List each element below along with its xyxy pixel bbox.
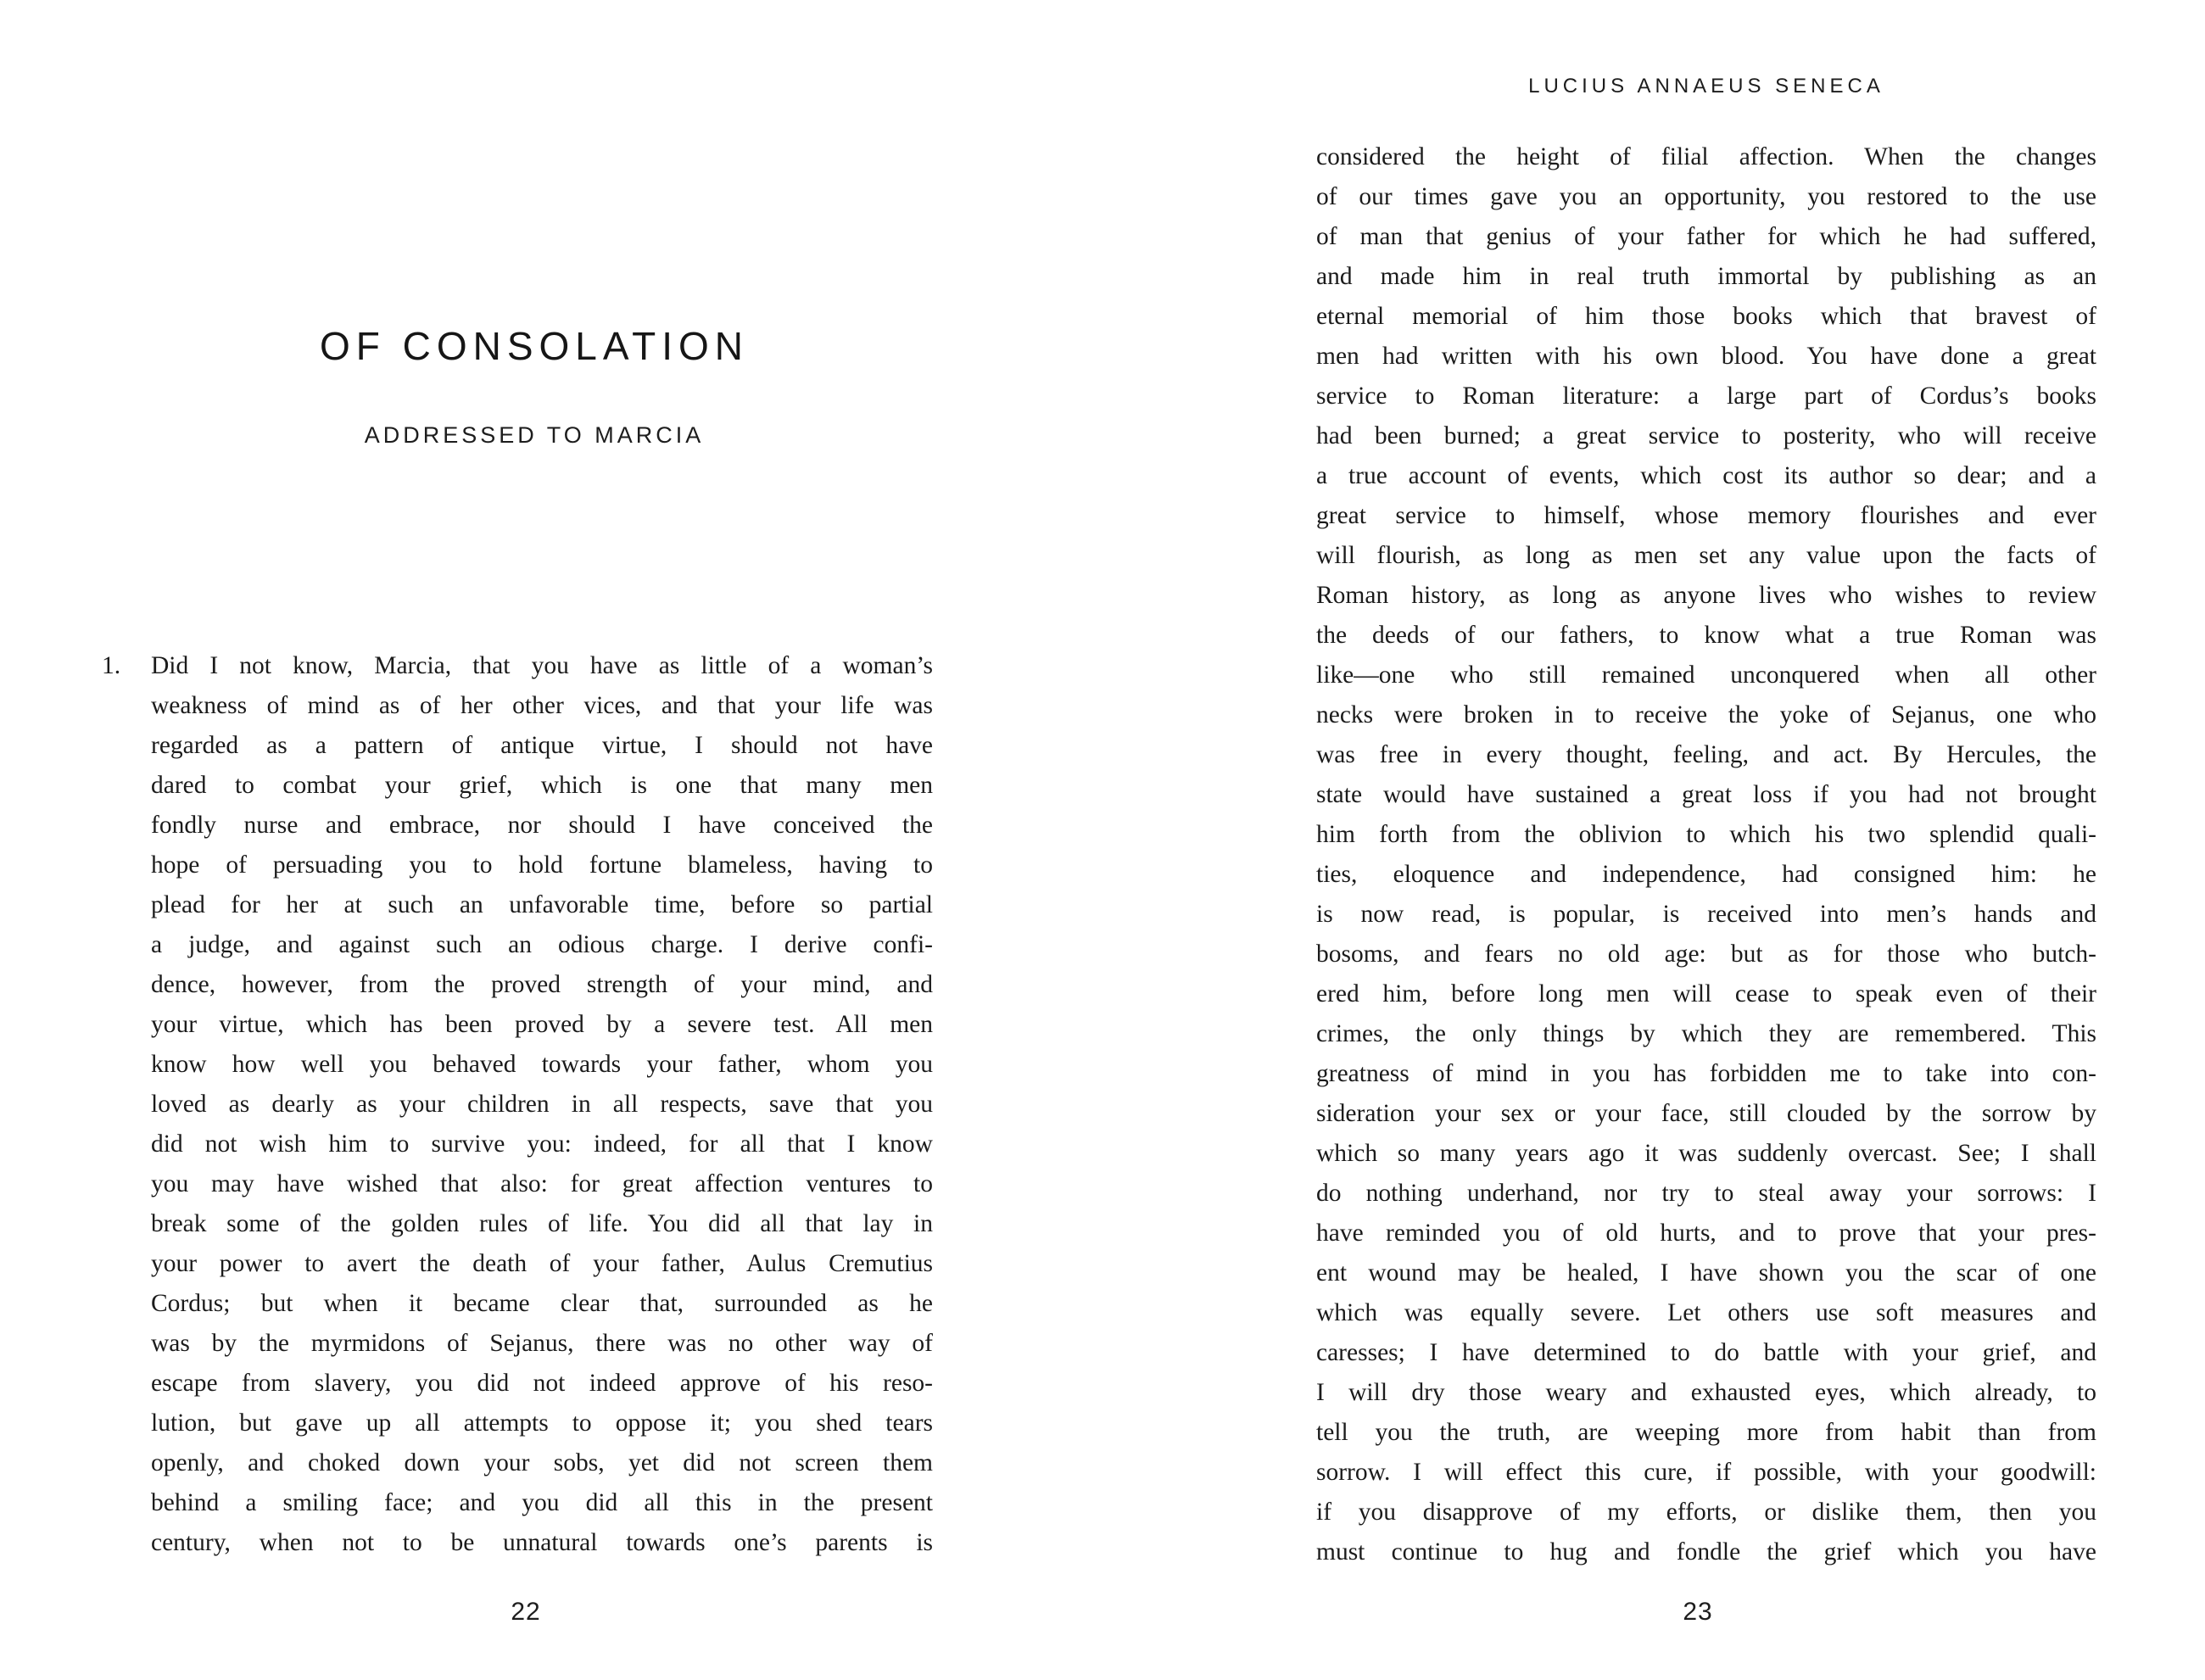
text-line: must continue to hug and fondle the grief which you have bbox=[1316, 1538, 2096, 1566]
text-line: was by the myrmidons of Sejanus, there was no other way of bbox=[151, 1330, 933, 1357]
body-text-right bbox=[1316, 137, 2096, 1572]
page-right bbox=[1102, 0, 2205, 1680]
paragraph-block bbox=[102, 646, 933, 1563]
text-line: was free in every thought, feeling, and act. By Hercules, the bbox=[1316, 741, 2096, 768]
text-line: Roman history, as long as anyone lives who wishes to review bbox=[1316, 582, 2096, 609]
text-line: fondly nurse and embrace, nor should I have conceived the bbox=[151, 812, 933, 839]
text-line: Cordus; but when it became clear that, surrounded as he bbox=[151, 1290, 933, 1317]
text-line: ent wound may be healed, I have shown you the scar of one bbox=[1316, 1259, 2096, 1287]
page-number-left: 22 bbox=[511, 1598, 541, 1626]
text-line: is now read, is popular, is received into men’s hands and bbox=[1316, 901, 2096, 928]
text-line: I will dry those weary and exhausted eyes, which already, to bbox=[1316, 1379, 2096, 1406]
text-line: do nothing underhand, nor try to steal away your sorrows: I bbox=[1316, 1180, 2096, 1207]
text-line: know how well you behaved towards your father, whom you bbox=[151, 1051, 933, 1078]
text-line: sorrow. I will effect this cure, if possible, with your goodwill: bbox=[1316, 1459, 2096, 1486]
text-line: bosoms, and fears no old age: but as for those who butch- bbox=[1316, 940, 2096, 968]
text-line: escape from slavery, you did not indeed approve of his reso- bbox=[151, 1370, 933, 1397]
text-line: hope of persuading you to hold fortune blameless, having to bbox=[151, 851, 933, 879]
text-line: state would have sustained a great loss if you had not brought bbox=[1316, 781, 2096, 808]
text-line: weakness of mind as of her other vices, and that your life was bbox=[151, 692, 933, 719]
text-line: dence, however, from the proved strength of your mind, and bbox=[151, 971, 933, 998]
text-line: your power to avert the death of your father, Aulus Cremutius bbox=[151, 1250, 933, 1277]
page-number-right: 23 bbox=[1683, 1598, 1713, 1626]
text-line: tell you the truth, are weeping more from habit than from bbox=[1316, 1419, 2096, 1446]
text-line: necks were broken in to receive the yoke of Sejanus, one who bbox=[1316, 701, 2096, 728]
text-line: your virtue, which has been proved by a severe test. All men bbox=[151, 1011, 933, 1038]
text-line: which was equally severe. Let others use soft measures and bbox=[1316, 1299, 2096, 1326]
text-line: caresses; I have determined to do battle with your grief, and bbox=[1316, 1339, 2096, 1366]
text-line: him forth from the oblivion to which his two splendid quali- bbox=[1316, 821, 2096, 848]
text-line: of our times gave you an opportunity, you restored to the use bbox=[1316, 183, 2096, 210]
text-line: eternal memorial of him those books which that bravest of bbox=[1316, 303, 2096, 330]
text-line: regarded as a pattern of antique virtue, I should not have bbox=[151, 732, 933, 759]
text-line: and made him in real truth immortal by publishing as an bbox=[1316, 263, 2096, 290]
page-left bbox=[0, 0, 1102, 1680]
text-line: which so many years ago it was suddenly overcast. See; I shall bbox=[1316, 1140, 2096, 1167]
body-text-left bbox=[151, 646, 933, 1563]
text-line: break some of the golden rules of life. You did all that lay in bbox=[151, 1210, 933, 1237]
paragraph-number: 1. bbox=[102, 652, 121, 679]
text-line: considered the height of filial affection. When the changes bbox=[1316, 143, 2096, 170]
text-line: sideration your sex or your face, still clouded by the sorrow by bbox=[1316, 1100, 2096, 1127]
text-line: have reminded you of old hurts, and to prove that your pres- bbox=[1316, 1220, 2096, 1247]
text-line: service to Roman literature: a large part of Cordus’s books bbox=[1316, 382, 2096, 410]
text-line: a judge, and against such an odious charge. I derive confi- bbox=[151, 931, 933, 958]
text-line: had been burned; a great service to posterity, who will receive bbox=[1316, 422, 2096, 449]
text-line: Did I not know, Marcia, that you have as little of a woman’s bbox=[151, 652, 933, 679]
text-line: openly, and choked down your sobs, yet did not screen them bbox=[151, 1449, 933, 1476]
text-line: like—one who still remained unconquered when all other bbox=[1316, 661, 2096, 689]
text-line: crimes, the only things by which they are remembered. This bbox=[1316, 1020, 2096, 1047]
text-line: the deeds of our fathers, to know what a true Roman was bbox=[1316, 622, 2096, 649]
text-line: loved as dearly as your children in all respects, save that you bbox=[151, 1091, 933, 1118]
text-line: a true account of events, which cost its author so dear; and a bbox=[1316, 462, 2096, 489]
text-line: plead for her at such an unfavorable time, before so partial bbox=[151, 891, 933, 918]
text-line: greatness of mind in you has forbidden me to take into con- bbox=[1316, 1060, 2096, 1087]
text-line: behind a smiling face; and you did all this in the present bbox=[151, 1489, 933, 1516]
text-line: will flourish, as long as men set any value upon the facts of bbox=[1316, 542, 2096, 569]
text-line: lution, but gave up all attempts to oppose it; you shed tears bbox=[151, 1409, 933, 1437]
text-line: of man that genius of your father for which he had suffered, bbox=[1316, 223, 2096, 250]
text-line: you may have wished that also: for great affection ventures to bbox=[151, 1170, 933, 1197]
text-line: great service to himself, whose memory flourishes and ever bbox=[1316, 502, 2096, 529]
text-line: dared to combat your grief, which is one that many men bbox=[151, 772, 933, 799]
text-line: if you disapprove of my efforts, or dislike them, then you bbox=[1316, 1499, 2096, 1526]
chapter-title: OF CONSOLATION bbox=[319, 324, 750, 368]
text-line: ered him, before long men will cease to speak even of their bbox=[1316, 980, 2096, 1007]
chapter-subtitle: ADDRESSED TO MARCIA bbox=[364, 422, 705, 448]
text-line: did not wish him to survive you: indeed, for all that I know bbox=[151, 1130, 933, 1158]
text-line: men had written with his own blood. You have done a great bbox=[1316, 343, 2096, 370]
text-line: century, when not to be unnatural towards one’s parents is bbox=[151, 1529, 933, 1556]
running-header: LUCIUS ANNAEUS SENECA bbox=[1528, 75, 1884, 98]
text-line: ties, eloquence and independence, had consigned him: he bbox=[1316, 861, 2096, 888]
